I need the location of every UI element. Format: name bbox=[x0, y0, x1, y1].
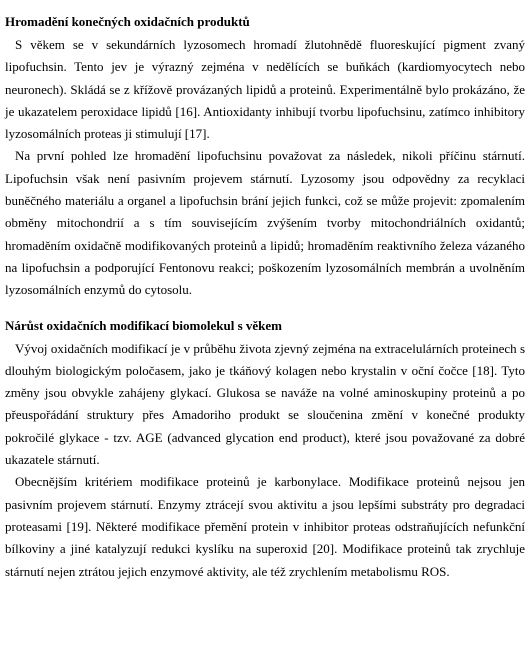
section-oxidative-modifications bbox=[5, 318, 525, 583]
paragraph: S věkem se v sekundárních lyzosomech hromadí žlutohnědě fluoreskující pigment zvaný lipofuchsin. Tento jev je výrazný zejména v nedělících se buňkách (kardiomyocytech nebo neuronech). Skládá se z křížově provázaných lipidů a proteinů. Experimentálně bylo prokázáno, že je ukazatelem peroxidace lipidů [16]. Antioxidanty inhibují tvorbu lipofuchsinu, zatímco inhibitory lyzosomálních proteas ji stimulují [17]. bbox=[5, 37, 525, 142]
paragraph: Vývoj oxidačních modifikací je v průběhu života zjevný zejména na extracelulárních proteinech s dlouhým biologickým poločasem, jako je tkáňový kolagen nebo krystalin v oční čočce [18]. Tyto změny jsou obvykle zahájeny glykací. Glukosa se naváže na volné aminoskupiny proteinů a po přeuspořádání struktury přes Amadoriho produkt se sloučenina změní v konečné produkty pokročilé glykace - tzv. AGE (advanced glycation end product), které jsou považované za dobré ukazatele stárnutí. bbox=[5, 340, 525, 468]
paragraph: Na první pohled lze hromadění lipofuchsinu považovat za následek, nikoli příčinu stárnutí. Lipofuchsin však není pasivním projevem stárnutí. Lyzosomy jsou odpovědny za recyklaci buněčného materiálu a organel a lipofuchsin brání jejich funkci, což se může projevit: zpomalením obměny mitochondrií a s tím souvisejícím zvýšením tvorby mitochondriálních oxidantů; hromaděním oxidačně modifikovaných proteinů a lipidů; hromaděním reaktivního železa vázaného na lipofuchsin a podporující Fentonovu reakci; poškozením lyzosomálních membrán a uvolněním lyzosomálních enzymů do cytosolu. bbox=[5, 148, 525, 298]
section-spacer bbox=[5, 302, 525, 318]
paragraph: Obecnějším kritériem modifikace proteinů je karbonylace. Modifikace proteinů nejsou jen pasivním projevem stárnutí. Enzymy ztrácejí svou aktivitu a jsou lepšími substráty pro degradaci proteasami [19]. Některé modifikace přemění protein v inhibitor proteas odstraňujících nefunkční bílkoviny a jiné katalyzují redukci kyslíku na superoxid [20]. Modifikace proteinů tak zrychluje stárnutí nejen ztrátou jejich enzymové aktivity, ale též zrychlením metabolismu ROS. bbox=[5, 474, 525, 579]
section-heading: Nárůst oxidačních modifikací biomolekul s věkem bbox=[5, 317, 282, 333]
document-page bbox=[5, 14, 525, 583]
section-lipofuscin bbox=[5, 14, 525, 302]
section-heading: Hromadění konečných oxidačních produktů bbox=[5, 14, 250, 29]
